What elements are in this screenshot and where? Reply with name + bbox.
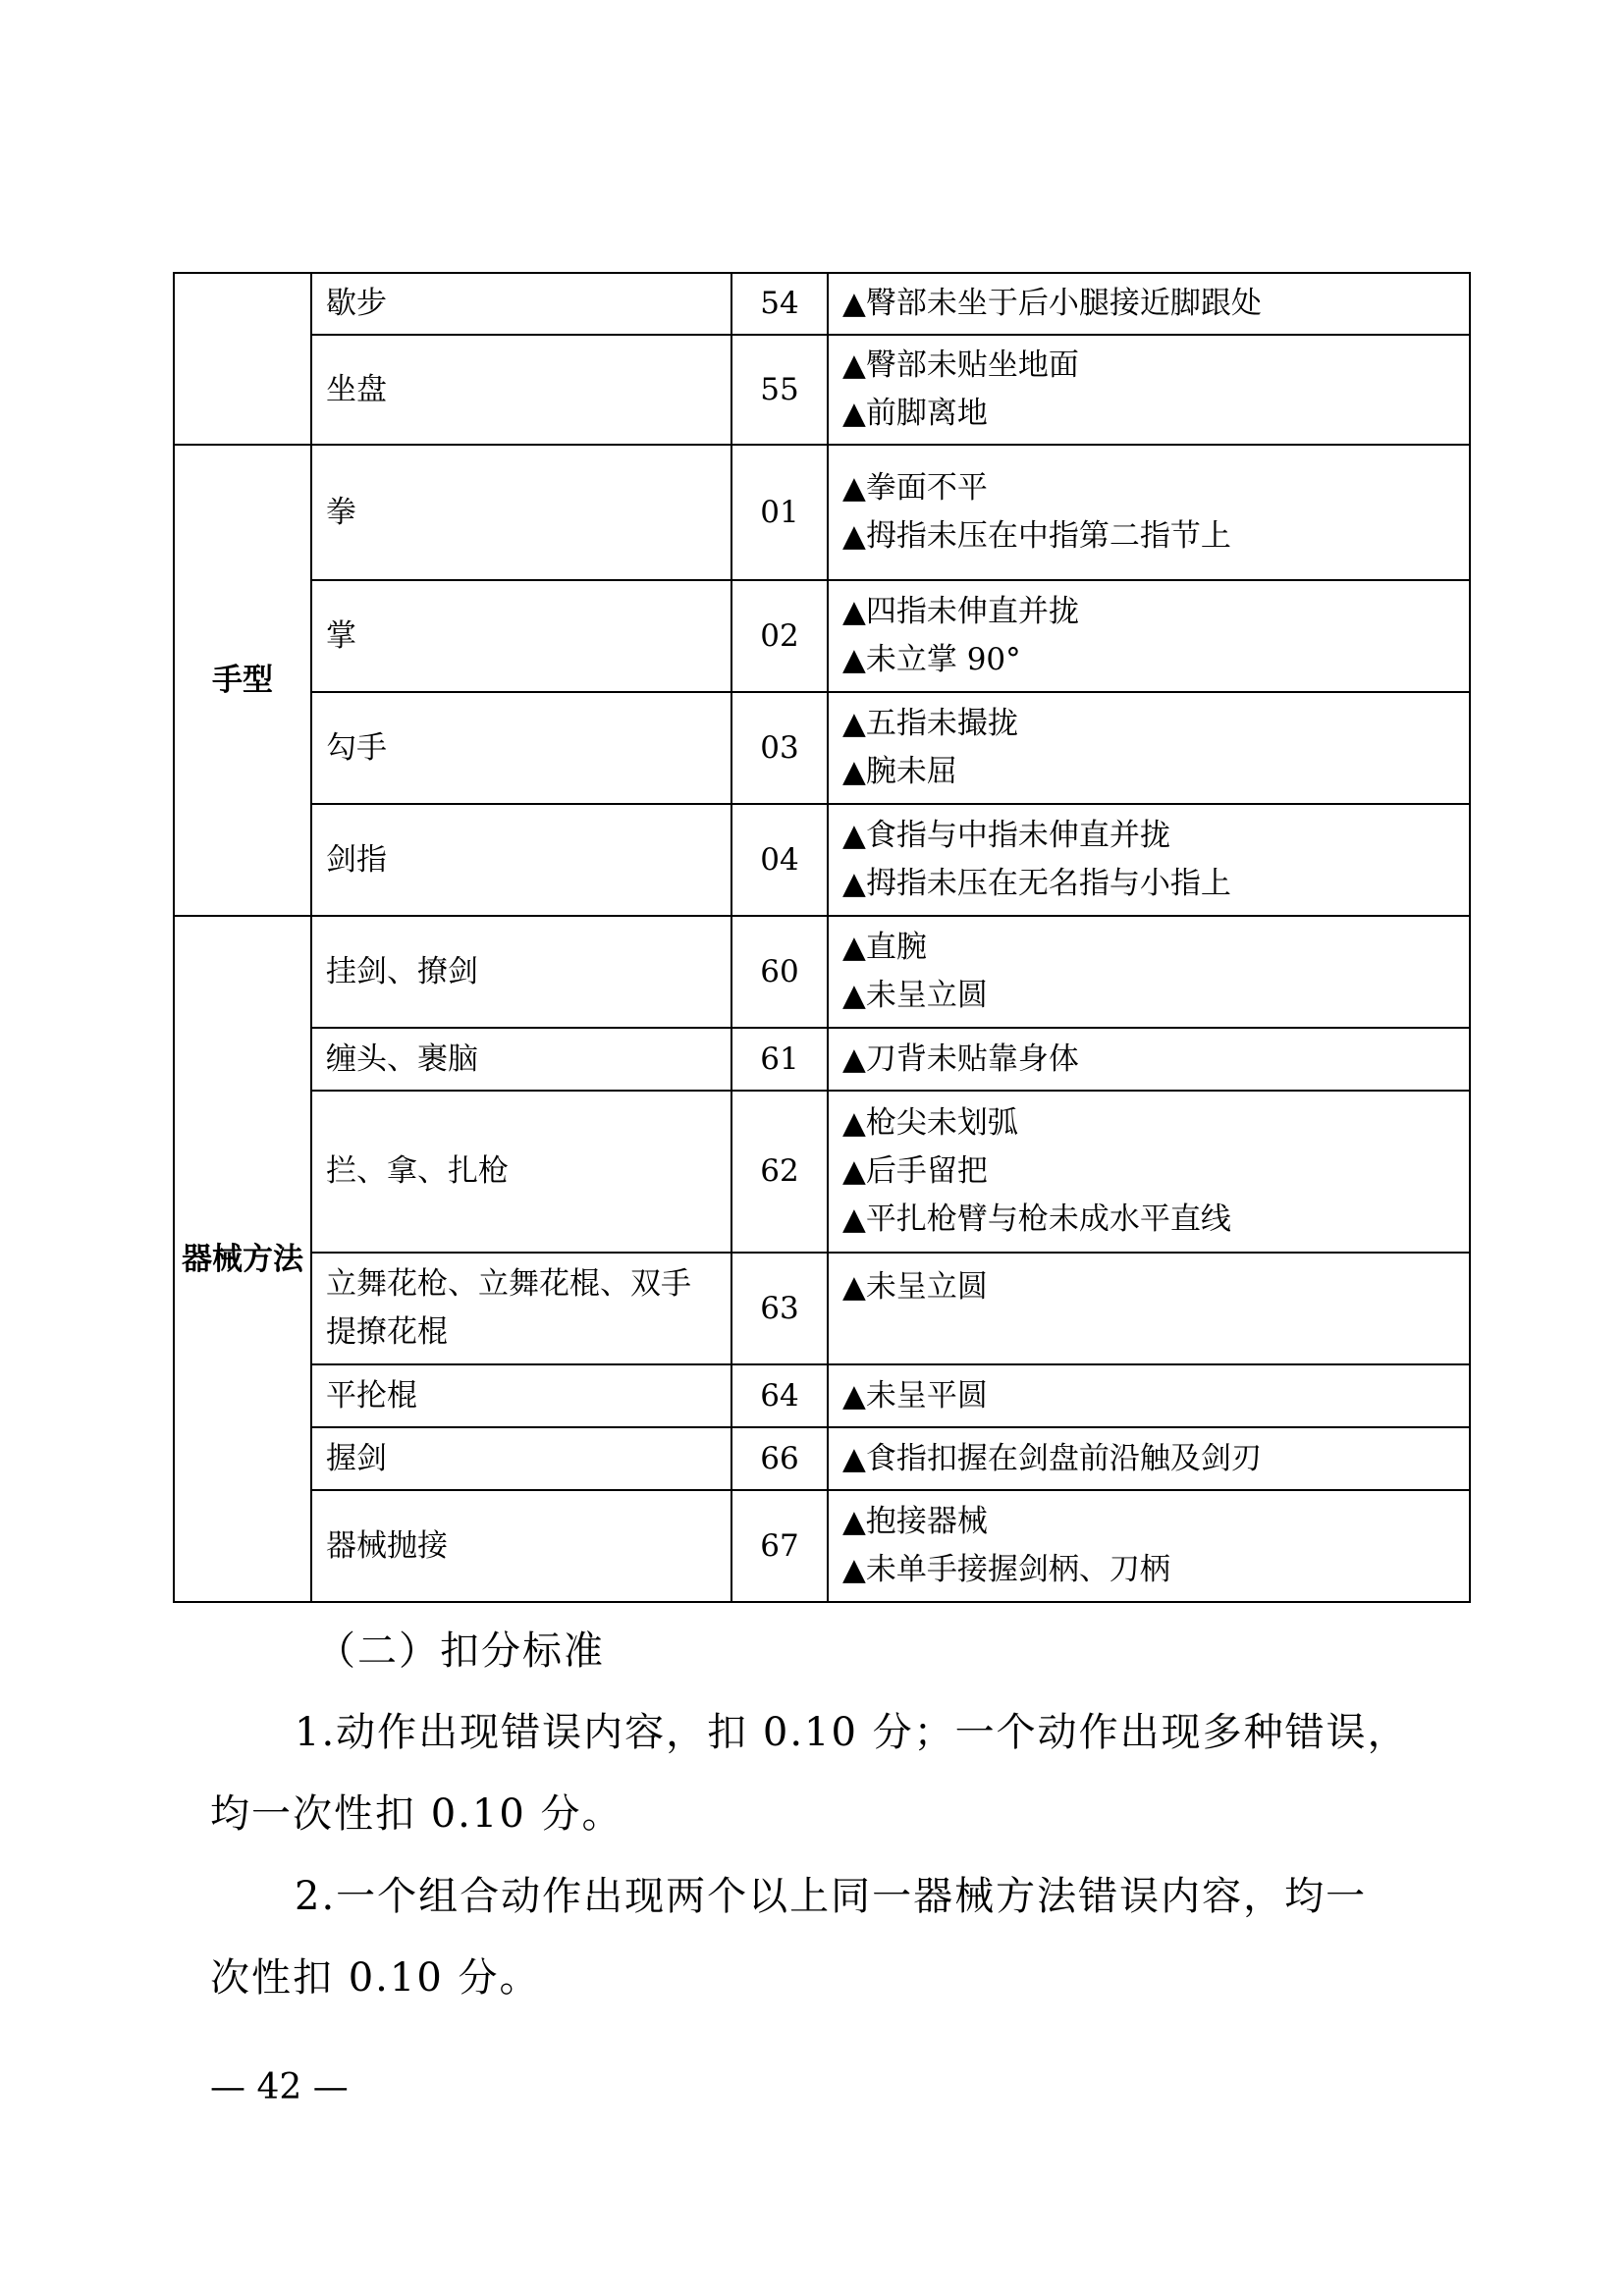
table-row	[174, 804, 1470, 916]
table-row	[174, 692, 1470, 804]
error-item: ▲未单手接握剑柄、刀柄	[842, 1552, 1170, 1587]
paragraph-2-line-2: 次性扣 0.10 分。	[210, 1955, 541, 2001]
error-item: ▲四指未伸直并拢	[842, 594, 1079, 629]
action-cell: 器械抛接	[311, 1490, 731, 1602]
code-cell: 55	[731, 335, 828, 445]
error-cell	[828, 273, 1470, 335]
error-item: ▲后手留把	[842, 1153, 988, 1189]
error-cell	[828, 580, 1470, 692]
error-cell	[828, 335, 1470, 445]
action-cell: 缠头、裹脑	[311, 1028, 731, 1091]
code-cell: 04	[731, 804, 828, 916]
code-cell: 03	[731, 692, 828, 804]
action-cell: 坐盘	[311, 335, 731, 445]
error-item: ▲刀背未贴靠身体	[842, 1041, 1079, 1077]
action-cell: 歇步	[311, 273, 731, 335]
section-heading: （二）扣分标准	[316, 1629, 605, 1674]
code-cell: 63	[731, 1253, 828, 1364]
action-cell: 掌	[311, 580, 731, 692]
deduction-table	[173, 272, 1471, 1603]
error-item: ▲拇指未压在中指第二指节上	[842, 518, 1231, 554]
error-item: ▲平扎枪臂与枪未成水平直线	[842, 1201, 1231, 1237]
code-cell: 66	[731, 1427, 828, 1490]
paragraph-1-line-1: 1.动作出现错误内容，扣 0.10 分；一个动作出现多种错误，	[295, 1710, 1409, 1755]
table-row	[174, 1091, 1470, 1253]
action-cell: 拦、拿、扎枪	[311, 1091, 731, 1253]
table-row	[174, 1364, 1470, 1427]
error-item: ▲未呈立圆	[842, 1269, 988, 1305]
code-cell: 64	[731, 1364, 828, 1427]
category-cell	[174, 273, 311, 445]
error-cell	[828, 692, 1470, 804]
error-item: ▲食指扣握在剑盘前沿触及剑刃	[842, 1440, 1262, 1476]
error-item: ▲前脚离地	[842, 396, 988, 431]
error-item: ▲枪尖未划弧	[842, 1105, 1018, 1141]
code-cell: 67	[731, 1490, 828, 1602]
code-cell: 01	[731, 445, 828, 580]
error-item: ▲抱接器械	[842, 1504, 988, 1539]
table-row	[174, 916, 1470, 1028]
table-row	[174, 1028, 1470, 1091]
error-cell	[828, 916, 1470, 1028]
error-item: ▲拇指未压在无名指与小指上	[842, 866, 1231, 901]
action-cell: 立舞花枪、立舞花棍、双手提撩花棍	[311, 1253, 731, 1364]
table-row	[174, 335, 1470, 445]
action-cell: 拳	[311, 445, 731, 580]
error-item: ▲直腕	[842, 930, 927, 965]
error-cell	[828, 1427, 1470, 1490]
table-row	[174, 1253, 1470, 1364]
error-item: ▲腕未屈	[842, 754, 957, 789]
action-cell: 勾手	[311, 692, 731, 804]
error-item: ▲臀部未贴坐地面	[842, 347, 1079, 383]
error-item: ▲食指与中指未伸直并拢	[842, 818, 1170, 853]
error-item: ▲拳面不平	[842, 470, 988, 506]
error-cell	[828, 1028, 1470, 1091]
error-item: ▲臀部未坐于后小腿接近脚跟处	[842, 286, 1262, 321]
error-item: ▲五指未撮拢	[842, 706, 1018, 741]
action-cell: 剑指	[311, 804, 731, 916]
code-cell: 02	[731, 580, 828, 692]
code-cell: 62	[731, 1091, 828, 1253]
error-item: ▲未立掌 90°	[842, 642, 1021, 677]
error-item: ▲未呈立圆	[842, 978, 988, 1013]
error-item: ▲未呈平圆	[842, 1377, 988, 1414]
action-cell: 平抡棍	[311, 1364, 731, 1427]
table-row	[174, 580, 1470, 692]
code-cell: 61	[731, 1028, 828, 1091]
category-cell: 手型	[174, 445, 311, 916]
action-cell: 挂剑、撩剑	[311, 916, 731, 1028]
error-cell	[828, 804, 1470, 916]
error-cell	[828, 1364, 1470, 1427]
error-cell	[828, 1253, 1470, 1364]
paragraph-2-line-1: 2.一个组合动作出现两个以上同一器械方法错误内容，均一	[295, 1874, 1368, 1919]
error-cell	[828, 445, 1470, 580]
table-row	[174, 445, 1470, 580]
error-cell	[828, 1091, 1470, 1253]
category-cell: 器械方法	[174, 916, 311, 1602]
code-cell: 54	[731, 273, 828, 335]
table-row	[174, 1490, 1470, 1602]
page-number: — 42 —	[210, 2067, 349, 2108]
code-cell: 60	[731, 916, 828, 1028]
paragraph-1-line-2: 均一次性扣 0.10 分。	[210, 1791, 623, 1837]
table-row	[174, 1427, 1470, 1490]
table-row	[174, 273, 1470, 335]
error-cell	[828, 1490, 1470, 1602]
action-cell: 握剑	[311, 1427, 731, 1490]
